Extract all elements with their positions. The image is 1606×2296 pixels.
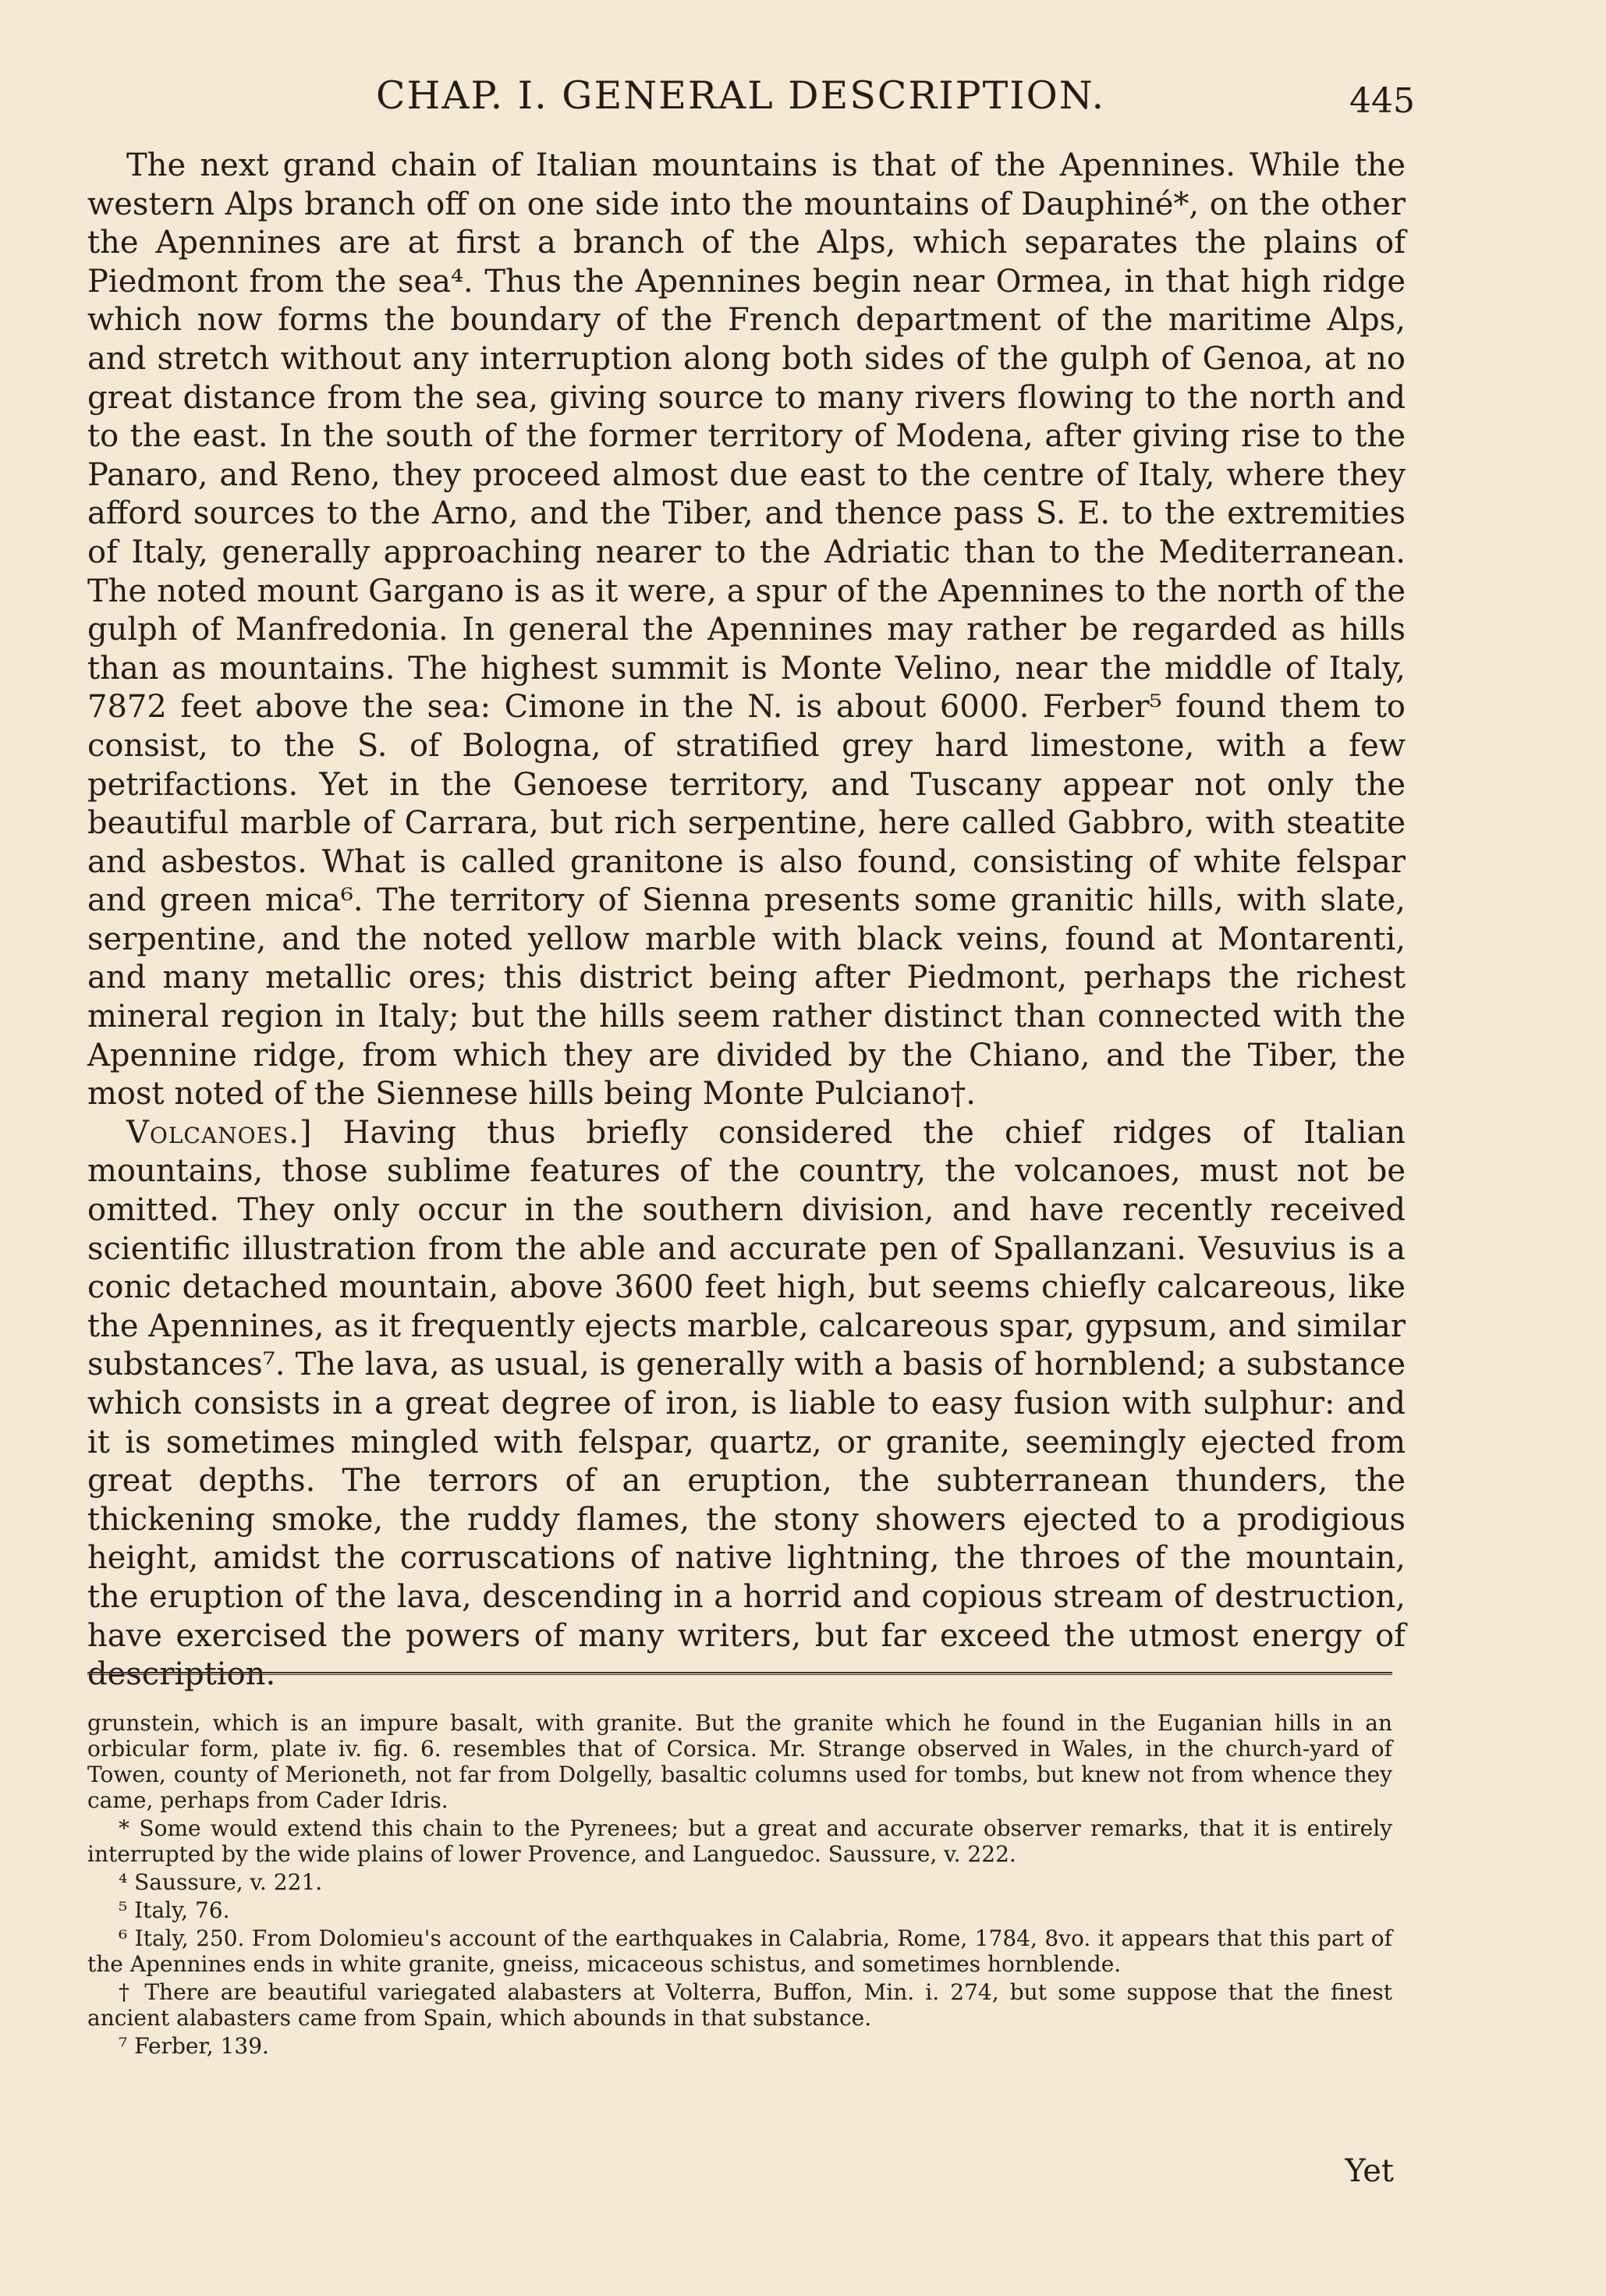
footnote-5: ⁵ Italy, 76.: [119, 1897, 230, 1923]
paragraph-volcanoes: [87, 1114, 1406, 1694]
paragraph-apennines: The next grand chain of Italian mountains is that of the Apennines. While the western Alps branch off on one side into the mountains of Dauphiné*, on the other the Apennines are at first a branch of the Alps, which separates the plains of Piedmont from the sea⁴. Thus the Apennines begin near Ormea, in that high ridge which now forms the boundary of the French department of the maritime Alps, and stretch without any interruption along both sides of the gulph of Genoa, at no great distance from the sea, giving source to many rivers flowing to the north and to the east. In the south of the former territory of Modena, after giving rise to the Panaro, and Reno, they proceed almost due east to the centre of Italy, where they afford sources to the Arno, and the Tiber, and thence pass S. E. to the extremities of Italy, generally approaching nearer to the Adriatic than to the Mediterranean. The noted mount Gargano is as it were, a spur of the Apennines to the north of the gulph of Manfredonia. In general the Apennines may rather be regarded as hills than as mountains. The highest summit is Monte Velino, near the middle of Italy, 7872 feet above the sea: Cimone in the N. is about 6000. Ferber⁵ found them to consist, to the S. of Bologna, of stratified grey hard limestone, with a few petrifactions. Yet in the Genoese territory, and Tuscany appear not only the beautiful marble of Carrara, but rich serpentine, here called Gabbro, with steatite and asbestos. What is called granitone is also found, consisting of white felspar and green mica⁶. The territory of Sienna presents some granitic hills, with slate, serpentine, and the noted yellow marble with black veins, found at Montarenti, and many metallic ores; this district being after Piedmont, perhaps the richest mineral region in Italy; but the hills seem rather distinct than connected with the Apennine ridge, from which they are divided by the Chiano, and the Tiber, the most noted of the Siennese hills being Monte Pulciano†.: [87, 147, 1406, 1113]
footnote-4: ⁴ Saussure, v. 221.: [119, 1869, 323, 1895]
footnote-continuation: grunstein, which is an impure basalt, with granite. But the granite which he found in the Euganian hills in an orbicular form, plate iv. fig. 6. resembles that of Corsica. Mr. Strange observed in Wales, in the church-yard of Towen, county of Merioneth, not far from Dolgelly, basaltic columns used for tombs, but knew not from whence they came, perhaps from Cader Idris.: [87, 1710, 1392, 1813]
page-number: 445: [1349, 81, 1415, 121]
footnote-7: ⁷ Ferber, 139.: [119, 2033, 269, 2059]
paragraph-volcanoes-text: Having thus briefly considered the chief ridges of Italian mountains, those sublime features of the country, the volcanoes, must not be omitted. They only occur in the southern division, and have recently received scientific illustration from the able and accurate pen of Spallanzani. Vesuvius is a conic detached mountain, above 3600 feet high, but seems chiefly calcareous, like the Apennines, as it frequently ejects marble, calcareous spar, gypsum, and similar substances⁷. The lava, as usual, is generally with a basis of hornblend; a substance which consists in a great degree of iron, is liable to easy fusion with sulphur: and it is sometimes mingled with felspar, quartz, or granite, seemingly ejected from great depths. The terrors of an eruption, the subterranean thunders, the thickening smoke, the ruddy flames, the stony showers ejected to a prodigious height, amidst the corruscations of native lightning, the throes of the mountain, the eruption of the lava, descending in a horrid and copious stream of destruction, have exercised the powers of many writers, but far exceed the utmost energy of description.: [87, 1114, 1406, 1693]
footnote-divider: [87, 1672, 1392, 1675]
section-label-volcanoes: Volcanoes.]: [126, 1114, 313, 1151]
catchword: Yet: [1345, 2153, 1394, 2189]
footnote-6: ⁶ Italy, 250. From Dolomieu's account of the earthquakes in Calabria, Rome, 1784, 8vo. it appears that this part of the Apennines ends in white granite, gneiss, micaceous schistus, and sometimes hornblende.: [87, 1925, 1392, 1977]
footnote-dagger: † There are beautiful variegated alabasters at Volterra, Buffon, Min. i. 274, but some suppose that the finest ancient alabasters came from Spain, which abounds in that substance.: [87, 1979, 1392, 2031]
running-header: [87, 67, 1415, 122]
footnote-asterisk: * Some would extend this chain to the Pyrenees; but a great and accurate observer remarks, that it is entirely interrupted by the wide plains of lower Provence, and Languedoc. Saussure, v. 222.: [87, 1815, 1392, 1867]
main-text: [87, 147, 1406, 1694]
chapter-title: CHAP. I. GENERAL DESCRIPTION.: [376, 73, 1106, 118]
footnotes: [87, 1710, 1392, 2059]
